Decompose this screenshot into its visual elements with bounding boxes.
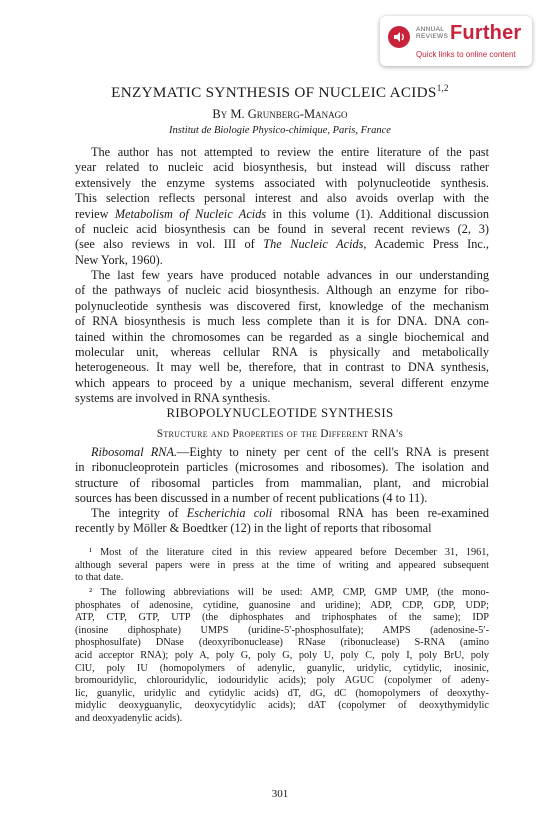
badge-annual-reviews: ANNUAL REVIEWS xyxy=(416,26,449,40)
subsection-heading: Structure and Properties of the Different RNA's xyxy=(156,428,404,440)
text-line: sources has been discussed in a number of recent publications (4 to 11). xyxy=(75,491,428,506)
text-line: This selection reflects personal interest and also avoids overlap with the xyxy=(75,191,489,206)
text-line: year related to nucleic acid biosynthesis, but instead will discuss rather xyxy=(75,160,489,175)
further-badge[interactable] xyxy=(380,16,532,66)
text-line: (see also reviews in vol. III of The Nucleic Acids, Academic Press Inc., xyxy=(75,237,489,252)
badge-further[interactable]: Further xyxy=(450,22,522,44)
text-line: Ribosomal RNA.—Eighty to ninety per cent of the cell's RNA is present xyxy=(91,445,489,459)
paragraph-ribosomal-rna xyxy=(75,445,489,507)
title-footnote-mark: 1,2 xyxy=(436,83,449,93)
article-author: By M. Grunberg-Manago xyxy=(212,107,348,121)
text-line: recently by Möller & Boedtker (12) in the light of reports that ribosomal xyxy=(75,521,432,536)
text-line: to that date. xyxy=(75,572,124,584)
text-line: The last few years have produced notable advances in our understanding xyxy=(91,268,489,282)
text-line: systems are involved in RNA synthesis. xyxy=(75,391,271,406)
section-heading: RIBOPOLYNUCLEOTIDE SYNTHESIS xyxy=(166,406,394,420)
intro-paragraph xyxy=(75,145,489,268)
text-line: structure of ribosomal particles from mammalian, plant, and microbial xyxy=(75,475,489,490)
text-line: of the pathways of nucleic acid biosynthesis. Although an enzyme for ribo- xyxy=(75,283,489,298)
text-line: phosphosulfate) DNase (deoxyribonuclease) RNase (ribonuclease) S-RNA (amino xyxy=(75,637,489,649)
text-line: lic, guanylic, uridylic and cytidylic acids) dT, dG, dC (homopolymers of deoxythy- xyxy=(75,687,489,699)
paragraph-integrity xyxy=(75,506,489,537)
footnote-1 xyxy=(75,547,489,585)
text-line: heterogeneous. It may well be, therefore, that in contrast to DNA synthesis, xyxy=(75,360,489,375)
text-line: (inosine diphosphate) UMPS (uridine-5′-phosphosulfate); AMPS (adenosine-5′- xyxy=(75,624,489,636)
text-line: midylic deoxyguanylic, deoxycytidylic acids); dAT (copolymer of deoxythymidylic xyxy=(75,700,489,712)
text-line: ² The following abbreviations will be used: AMP, CMP, GMP UMP, (the mono- xyxy=(89,587,489,598)
article-title: ENZYMATIC SYNTHESIS OF NUCLEIC ACIDS$^{1,2}$ xyxy=(111,83,449,102)
footnote-2 xyxy=(75,587,489,726)
text-line: New York, 1960). xyxy=(75,252,163,267)
text-line: ClU, poly IU (homopolymers of adenylic, guanylic, uridylic, cytidylic, inosinic, xyxy=(75,662,489,674)
speaker-icon xyxy=(388,26,410,48)
text-line: extensively the enzyme systems associated with polynucleotide synthesis. xyxy=(75,175,489,190)
text-line: polynucleotide synthesis was discovered first, knowledge of the mechanism xyxy=(75,298,489,313)
text-line: in ribonucleoprotein particles (microsomes and ribosomes). The isolation and xyxy=(75,460,489,475)
article-affiliation: Institut de Biologie Physico-chimique, Paris, France xyxy=(169,125,391,136)
text-line: bromouridylic, chlorouridylic, iodouridylic acids); poly AGUC (copolymer of adeny- xyxy=(75,675,489,687)
text-line: molecular unit, whereas cellular RNA is physically and metabolically xyxy=(75,344,489,359)
text-line: although several papers were in press at the time of writing and appeared subsequent xyxy=(75,559,489,571)
text-line: ¹ Most of the literature cited in this review appeared before December 31, 1961, xyxy=(89,547,489,558)
text-line: and deoxyadenylic acids). xyxy=(75,712,183,724)
paragraph-biosynthesis xyxy=(75,268,489,407)
text-line: of nucleic acid biosynthesis can be found in several recent reviews (2, 3) xyxy=(75,221,489,236)
author-name: M. Grunberg-Manago xyxy=(230,107,348,121)
text-line: which appears to proceed by a unique mechanism, several different enzyme xyxy=(75,375,489,390)
text-line: review Metabolism of Nucleic Acids in this volume (1). Additional discussion xyxy=(75,206,489,221)
text-line: phosphates of adenosine, cytidine, guanosine and uridine); ADP, CDP, GDP, UDP; xyxy=(75,599,489,611)
text-line: The author has not attempted to review the entire literature of the past xyxy=(91,145,489,159)
text-line: tained within the chromosomes can be regarded as a single biochemical and xyxy=(75,329,489,344)
badge-quick-links[interactable]: Quick links to online content xyxy=(416,50,516,59)
text-line: of RNA biosynthesis is much less complete than it is for DNA. DNA con- xyxy=(75,314,489,329)
text-line: ATP, CTP, GTP, UTP (the diphosphates and triphosphates of the same); IDP xyxy=(75,612,489,624)
page-number: 301 xyxy=(271,788,289,800)
text-line: The integrity of Escherichia coli ribosomal RNA has been re-examined xyxy=(91,506,490,520)
text-line: acid acceptor RNA); poly A, poly G, poly G, poly U, poly C, poly I, poly BrU, poly xyxy=(75,649,489,661)
